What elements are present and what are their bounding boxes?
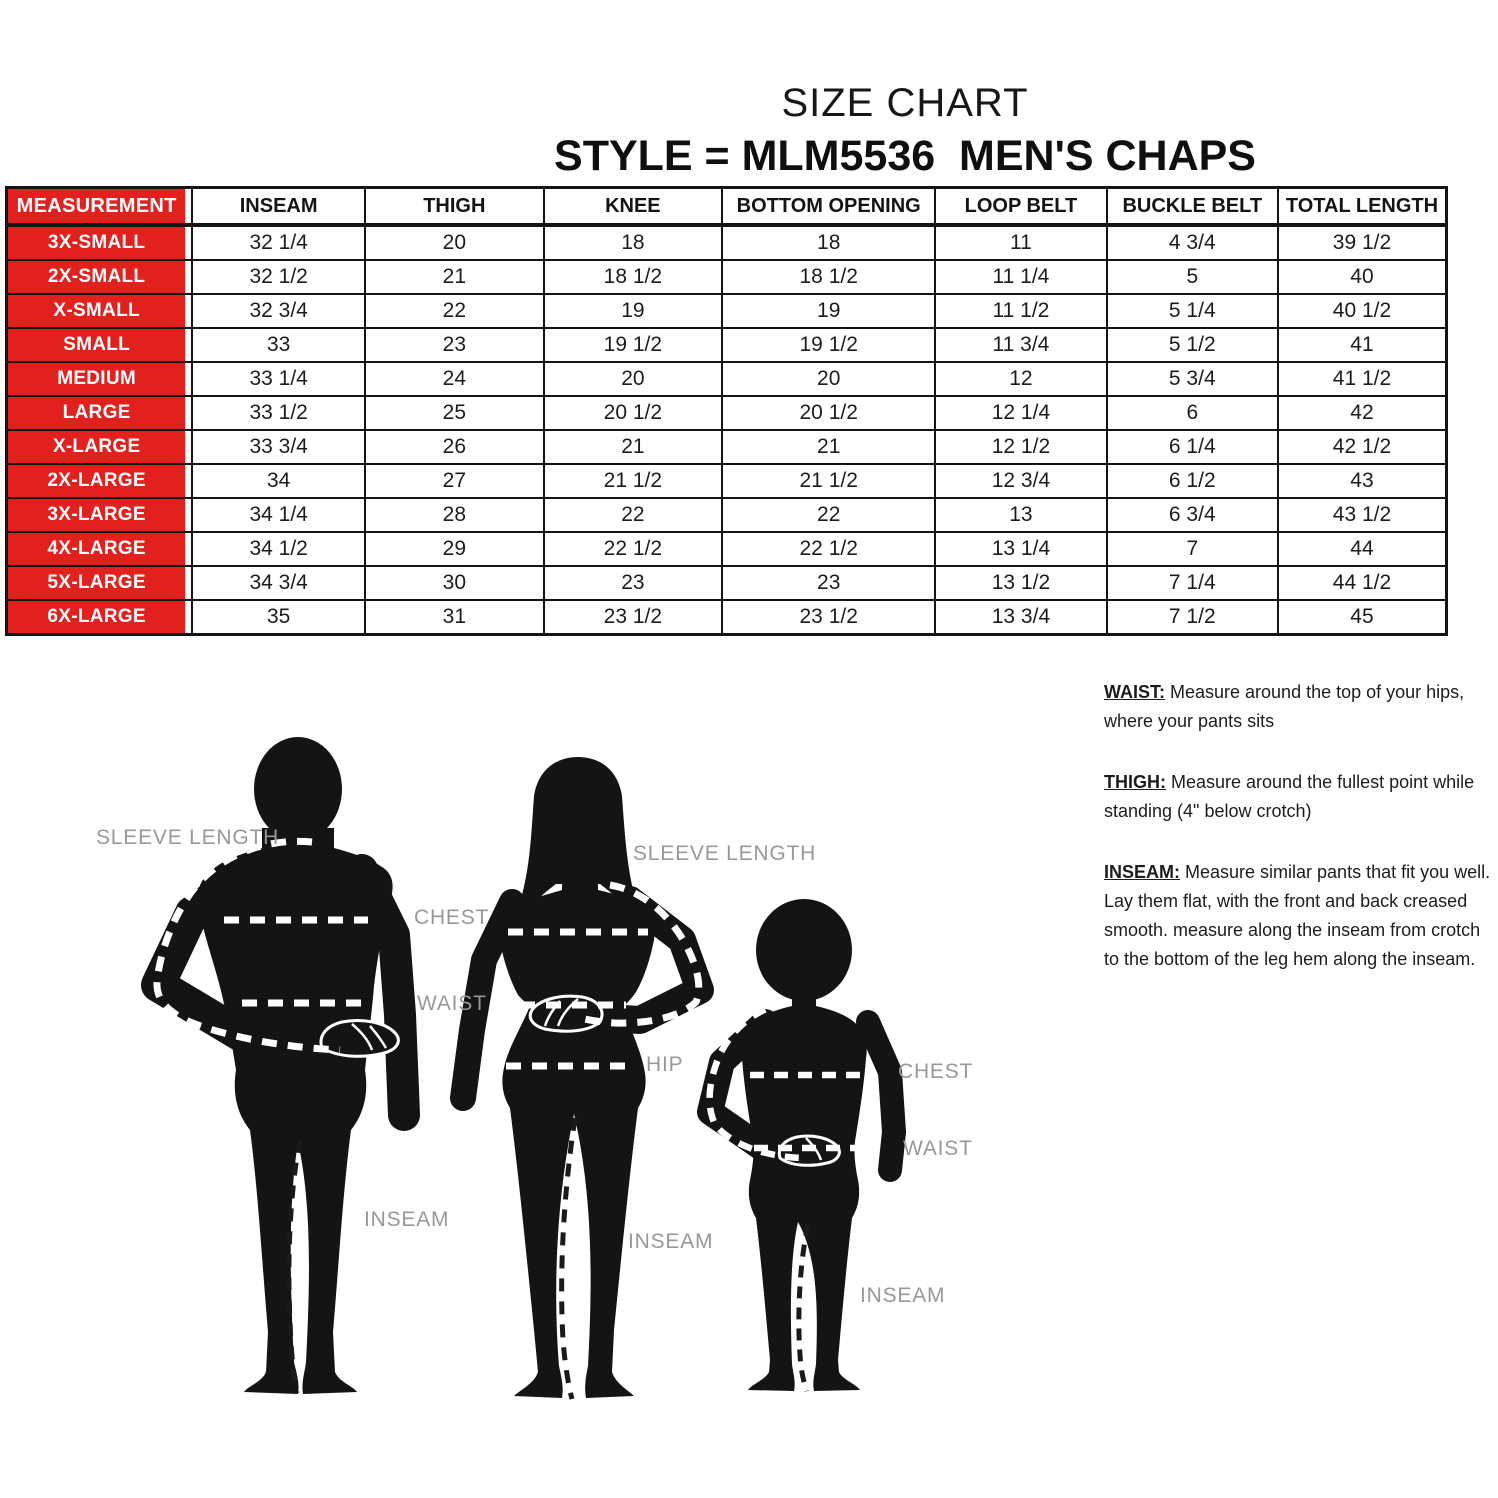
value-cell: 32 1/4 — [192, 225, 365, 260]
measuring-instructions — [1104, 678, 1498, 1006]
size-name: X-SMALL — [8, 295, 185, 327]
value-cell: 41 1/2 — [1278, 362, 1447, 396]
value-cell: 24 — [365, 362, 544, 396]
value-cell: 23 1/2 — [544, 600, 723, 635]
page-title: SIZE CHART — [781, 81, 1029, 125]
value-cell: 5 — [1107, 260, 1278, 294]
value-cell: 22 — [365, 294, 544, 328]
measurement-header-cell: MEASUREMENT — [8, 189, 185, 223]
woman-hand — [530, 996, 602, 1031]
value-cell: 44 1/2 — [1278, 566, 1447, 600]
value-cell: 41 — [1278, 328, 1447, 362]
man-hand — [321, 1021, 398, 1057]
column-header: KNEE — [544, 188, 723, 226]
value-cell: 6 1/4 — [1107, 430, 1278, 464]
thigh-term: THIGH: — [1104, 772, 1166, 792]
value-cell: 21 — [365, 260, 544, 294]
value-cell: 21 1/2 — [544, 464, 723, 498]
column-header: LOOP BELT — [935, 188, 1106, 226]
size-name: X-LARGE — [8, 431, 185, 463]
size-name: 2X-LARGE — [8, 465, 185, 497]
value-cell: 19 1/2 — [722, 328, 935, 362]
inseam-instruction — [1104, 858, 1498, 974]
value-cell: 43 — [1278, 464, 1447, 498]
value-cell: 35 — [192, 600, 365, 635]
waist-text: Measure around the top of your hips, where your pants sits — [1104, 682, 1465, 731]
inseam-term: INSEAM: — [1104, 862, 1180, 882]
column-header: TOTAL LENGTH — [1278, 188, 1447, 226]
value-cell: 7 1/4 — [1107, 566, 1278, 600]
value-cell: 11 3/4 — [935, 328, 1106, 362]
value-cell: 20 — [722, 362, 935, 396]
value-cell: 21 — [722, 430, 935, 464]
value-cell: 18 — [722, 225, 935, 260]
value-cell: 34 — [192, 464, 365, 498]
size-name: 5X-LARGE — [8, 567, 185, 599]
man-inseam-label: INSEAM — [364, 1208, 450, 1231]
column-header: THIGH — [365, 188, 544, 226]
value-cell: 32 3/4 — [192, 294, 365, 328]
size-name: SMALL — [8, 329, 185, 361]
value-cell: 21 1/2 — [722, 464, 935, 498]
child-silhouette — [710, 899, 894, 1391]
value-cell: 12 — [935, 362, 1106, 396]
value-cell: 39 1/2 — [1278, 225, 1447, 260]
value-cell: 6 1/2 — [1107, 464, 1278, 498]
value-cell: 20 1/2 — [722, 396, 935, 430]
value-cell: 23 — [365, 328, 544, 362]
waist-label: WAIST — [417, 992, 487, 1015]
column-header: BOTTOM OPENING — [722, 188, 935, 226]
value-cell: 42 1/2 — [1278, 430, 1447, 464]
value-cell: 7 1/2 — [1107, 600, 1278, 635]
waist-instruction — [1104, 678, 1498, 736]
value-cell: 12 3/4 — [935, 464, 1106, 498]
value-cell: 22 1/2 — [544, 532, 723, 566]
value-cell: 19 1/2 — [544, 328, 723, 362]
woman-sleeve-length-label: SLEEVE LENGTH — [633, 842, 817, 865]
value-cell: 13 3/4 — [935, 600, 1106, 635]
value-cell: 13 1/4 — [935, 532, 1106, 566]
value-cell: 43 1/2 — [1278, 498, 1447, 532]
value-cell: 11 1/4 — [935, 260, 1106, 294]
value-cell: 20 — [544, 362, 723, 396]
woman-inseam-label: INSEAM — [628, 1230, 714, 1253]
size-name: 3X-SMALL — [8, 227, 185, 259]
child-inseam-line — [799, 1224, 808, 1391]
value-cell: 33 — [192, 328, 365, 362]
value-cell: 23 — [722, 566, 935, 600]
chest-label: CHEST — [414, 906, 490, 929]
value-cell: 23 1/2 — [722, 600, 935, 635]
value-cell: 33 1/4 — [192, 362, 365, 396]
man-sleeve-length-label: SLEEVE LENGTH — [96, 826, 280, 849]
value-cell: 11 — [935, 225, 1106, 260]
value-cell: 18 1/2 — [722, 260, 935, 294]
value-cell: 18 — [544, 225, 723, 260]
value-cell: 45 — [1278, 600, 1447, 635]
value-cell: 20 1/2 — [544, 396, 723, 430]
value-cell: 6 — [1107, 396, 1278, 430]
value-cell: 34 1/4 — [192, 498, 365, 532]
child-waist-label: WAIST — [903, 1137, 973, 1160]
hip-label: HIP — [646, 1053, 684, 1076]
size-name: 2X-SMALL — [8, 261, 185, 293]
value-cell: 22 — [544, 498, 723, 532]
value-cell: 21 — [544, 430, 723, 464]
value-cell: 7 — [1107, 532, 1278, 566]
child-inseam-label: INSEAM — [860, 1284, 946, 1307]
value-cell: 27 — [365, 464, 544, 498]
value-cell: 23 — [544, 566, 723, 600]
value-cell: 31 — [365, 600, 544, 635]
child-chest-label: CHEST — [898, 1060, 974, 1083]
value-cell: 19 — [544, 294, 723, 328]
value-cell: 20 — [365, 225, 544, 260]
value-cell: 40 — [1278, 260, 1447, 294]
thigh-instruction — [1104, 768, 1498, 826]
column-header: BUCKLE BELT — [1107, 188, 1278, 226]
thigh-text: Measure around the fullest point while standing (4" below crotch) — [1104, 772, 1475, 821]
value-cell: 5 1/2 — [1107, 328, 1278, 362]
value-cell: 42 — [1278, 396, 1447, 430]
size-name: LARGE — [8, 397, 185, 429]
value-cell: 40 1/2 — [1278, 294, 1447, 328]
value-cell: 28 — [365, 498, 544, 532]
value-cell: 13 1/2 — [935, 566, 1106, 600]
value-cell: 13 — [935, 498, 1106, 532]
value-cell: 22 — [722, 498, 935, 532]
value-cell: 33 1/2 — [192, 396, 365, 430]
size-name: 4X-LARGE — [8, 533, 185, 565]
value-cell: 44 — [1278, 532, 1447, 566]
value-cell: 33 3/4 — [192, 430, 365, 464]
value-cell: 12 1/2 — [935, 430, 1106, 464]
value-cell: 5 1/4 — [1107, 294, 1278, 328]
size-name: MEDIUM — [8, 363, 185, 395]
value-cell: 34 1/2 — [192, 532, 365, 566]
value-cell: 26 — [365, 430, 544, 464]
value-cell: 25 — [365, 396, 544, 430]
value-cell: 32 1/2 — [192, 260, 365, 294]
value-cell: 4 3/4 — [1107, 225, 1278, 260]
value-cell: 5 3/4 — [1107, 362, 1278, 396]
value-cell: 6 3/4 — [1107, 498, 1278, 532]
value-cell: 12 1/4 — [935, 396, 1106, 430]
value-cell: 30 — [365, 566, 544, 600]
inseam-text: Measure similar pants that fit you well. Lay them flat, with the front and back creased smooth. measure along the inseam from crotch to the bottom of the leg hem along the inseam. — [1104, 862, 1491, 969]
waist-term: WAIST: — [1104, 682, 1165, 702]
value-cell: 34 3/4 — [192, 566, 365, 600]
size-name: 3X-LARGE — [8, 499, 185, 531]
size-name: 6X-LARGE — [8, 601, 185, 633]
value-cell: 22 1/2 — [722, 532, 935, 566]
value-cell: 19 — [722, 294, 935, 328]
value-cell: 18 1/2 — [544, 260, 723, 294]
column-header: INSEAM — [192, 188, 365, 226]
value-cell: 29 — [365, 532, 544, 566]
value-cell: 11 1/2 — [935, 294, 1106, 328]
style-subtitle: STYLE = MLM5536 MEN'S CHAPS — [554, 132, 1256, 180]
